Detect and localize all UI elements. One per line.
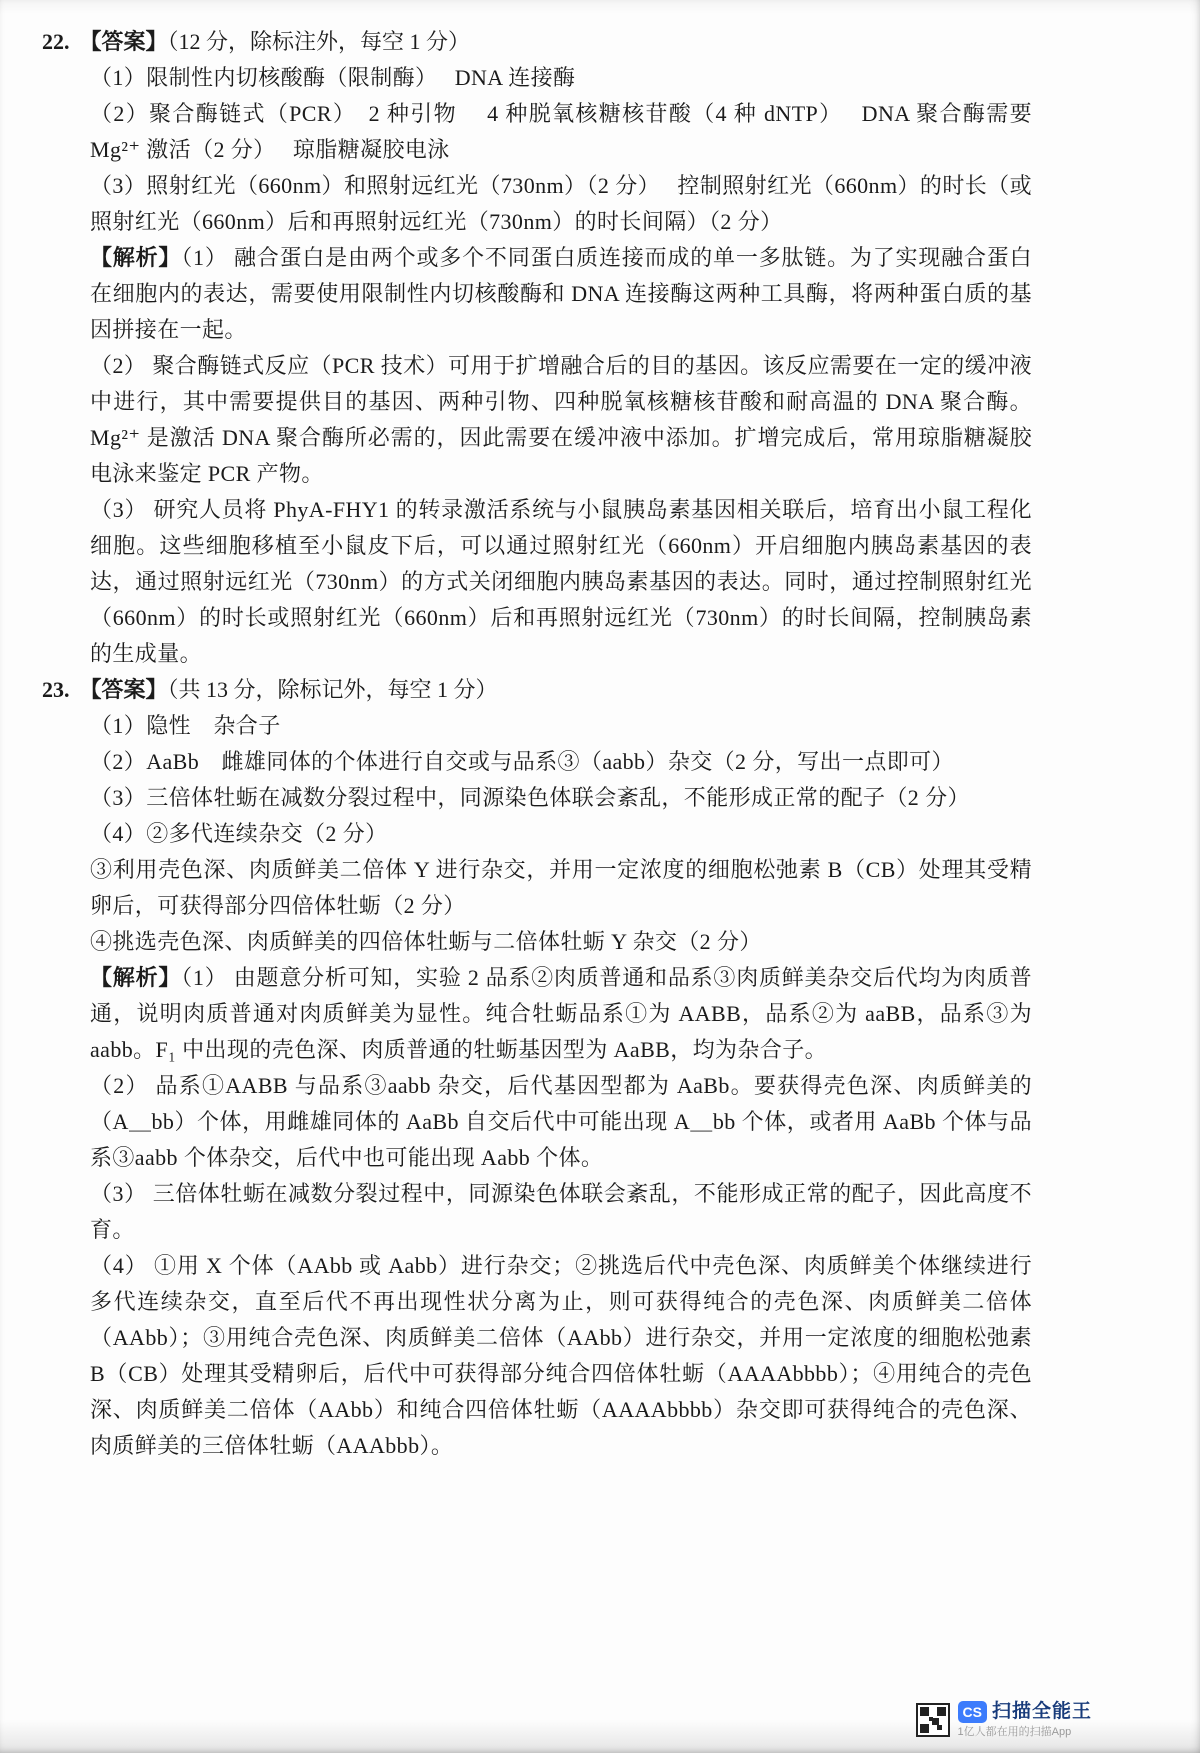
answer-intro: （12 分，除标注外，每空 1 分） (167, 29, 471, 54)
camscanner-tagline: 1亿人都在用的扫描App (957, 1726, 1072, 1739)
analysis-paragraph: （3） 三倍体牡蛎在减数分裂过程中，同源染色体联会紊乱，不能形成正常的配子，因此高度不育。 (90, 1181, 1032, 1242)
question-22-body (90, 60, 1032, 672)
analysis-text: （1） 由题意分析可知，实验 2 品系②肉质普通和品系③肉质鲜美杂交后代均为肉质普通，说明肉质普通对肉质鲜美为显性。纯合牡蛎品系①为 AABB，品系②为 aaBB，品系③为 aabb。F₁ 中出现的壳色深、肉质普通的牡蛎基因型为 AaBB，均为杂合子。 (90, 965, 1032, 1062)
question-22-number: 22. (42, 29, 70, 54)
answer-item: （2）AaBb 雌雄同体的个体进行自交或与品系③（aabb）杂交（2 分，写出一点即可） (90, 749, 954, 774)
analysis-label: 【解析】 (90, 965, 182, 990)
analysis-paragraph: （4） ①用 X 个体（AAbb 或 Aabb）进行杂交；②挑选后代中壳色深、肉质鲜美个体继续进行多代连续杂交，直至后代不再出现性状分离为止，则可获得纯合的壳色深、肉质鲜美二倍体（AAbb）；③用纯合壳色深、肉质鲜美二倍体（AAbb）进行杂交，并用一定浓度的细胞松弛素 B（CB）处理其受精卵后，后代中可获得部分纯合四倍体牡蛎（AAAAbbbb）；④用纯合的壳色深、肉质鲜美二倍体（AAbb）和纯合四倍体牡蛎（AAAAbbbb）杂交即可获得纯合的壳色深、肉质鲜美的三倍体牡蛎（AAAbbb）。 (90, 1253, 1032, 1458)
answer-item: （2）聚合酶链式（PCR） 2 种引物 4 种脱氧核糖核苷酸（4 种 dNTP） DNA 聚合酶需要 Mg²⁺ 激活（2 分） 琼脂糖凝胶电泳 (90, 101, 1032, 162)
analysis-paragraph: （3） 研究人员将 PhyA-FHY1 的转录激活系统与小鼠胰岛素基因相关联后，培育出小鼠工程化细胞。这些细胞移植至小鼠皮下后，可以通过照射红光（660nm）开启细胞内胰岛素基因的表达，通过照射远红光（730nm）的方式关闭细胞内胰岛素基因的表达。同时，通过控制照射红光（660nm）的时长或照射红光（660nm）后和再照射远红光（730nm）的时长间隔，控制胰岛素的生成量。 (90, 497, 1032, 666)
answer-item: （3）照射红光（660nm）和照射远红光（730nm）（2 分） 控制照射红光（660nm）的时长（或照射红光（660nm）后和再照射远红光（730nm）的时长间隔）（2 分） (90, 173, 1032, 234)
question-22 (42, 24, 1032, 672)
analysis-paragraph (90, 240, 1032, 348)
camscanner-logo-icon: CS (958, 1701, 987, 1723)
answer-item: ④挑选壳色深、肉质鲜美的四倍体牡蛎与二倍体牡蛎 Y 杂交（2 分） (90, 929, 762, 954)
camscanner-watermark-text (958, 1701, 1092, 1739)
answer-label: 【答案】 (79, 677, 168, 702)
answer-item: （3）三倍体牡蛎在减数分裂过程中，同源染色体联会紊乱，不能形成正常的配子（2 分） (90, 785, 970, 810)
question-23-body (90, 708, 1032, 1464)
qr-code-icon (916, 1703, 950, 1737)
analysis-paragraph (90, 960, 1032, 1068)
question-23-heading (42, 672, 1032, 708)
answer-label: 【答案】 (79, 29, 168, 54)
question-23-number: 23. (42, 677, 70, 702)
question-23 (42, 672, 1032, 1464)
analysis-paragraph: （2） 品系①AABB 与品系③aabb 杂交，后代基因型都为 AaBb。要获得壳色深、肉质鲜美的（A＿bb）个体，用雌雄同体的 AaBb 自交后代中可能出现 A＿bb 个体，或者用 AaBb 个体与品系③aabb 个体杂交，后代中也可能出现 Aabb 个体。 (90, 1073, 1032, 1170)
answer-intro: （共 13 分，除标记外，每空 1 分） (167, 677, 498, 702)
question-22-heading (42, 24, 1032, 60)
answer-item: （4）②多代连续杂交（2 分） (90, 821, 388, 846)
camscanner-brand-name: 扫描全能王 (991, 1701, 1092, 1723)
analysis-label: 【解析】 (90, 245, 182, 270)
analysis-text: （1） 融合蛋白是由两个或多个不同蛋白质连接而成的单一多肽链。为了实现融合蛋白在细胞内的表达，需要使用限制性内切核酸酶和 DNA 连接酶这两种工具酶，将两种蛋白质的基因拼接在一起。 (90, 245, 1032, 342)
camscanner-watermark (916, 1701, 1092, 1739)
analysis-paragraph: （2） 聚合酶链式反应（PCR 技术）可用于扩增融合后的目的基因。该反应需要在一定的缓冲液中进行，其中需要提供目的基因、两种引物、四种脱氧核糖核苷酸和耐高温的 DNA 聚合酶。Mg²⁺ 是激活 DNA 聚合酶所必需的，因此需要在缓冲液中添加。扩增完成后，常用琼脂糖凝胶电泳来鉴定 PCR 产物。 (90, 353, 1032, 486)
answer-item: （1）隐性 杂合子 (90, 713, 281, 738)
answer-item: （1）限制性内切核酸酶（限制酶） DNA 连接酶 (90, 65, 576, 90)
answer-item: ③利用壳色深、肉质鲜美二倍体 Y 进行杂交，并用一定浓度的细胞松弛素 B（CB）处理其受精卵后，可获得部分四倍体牡蛎（2 分） (90, 857, 1032, 918)
